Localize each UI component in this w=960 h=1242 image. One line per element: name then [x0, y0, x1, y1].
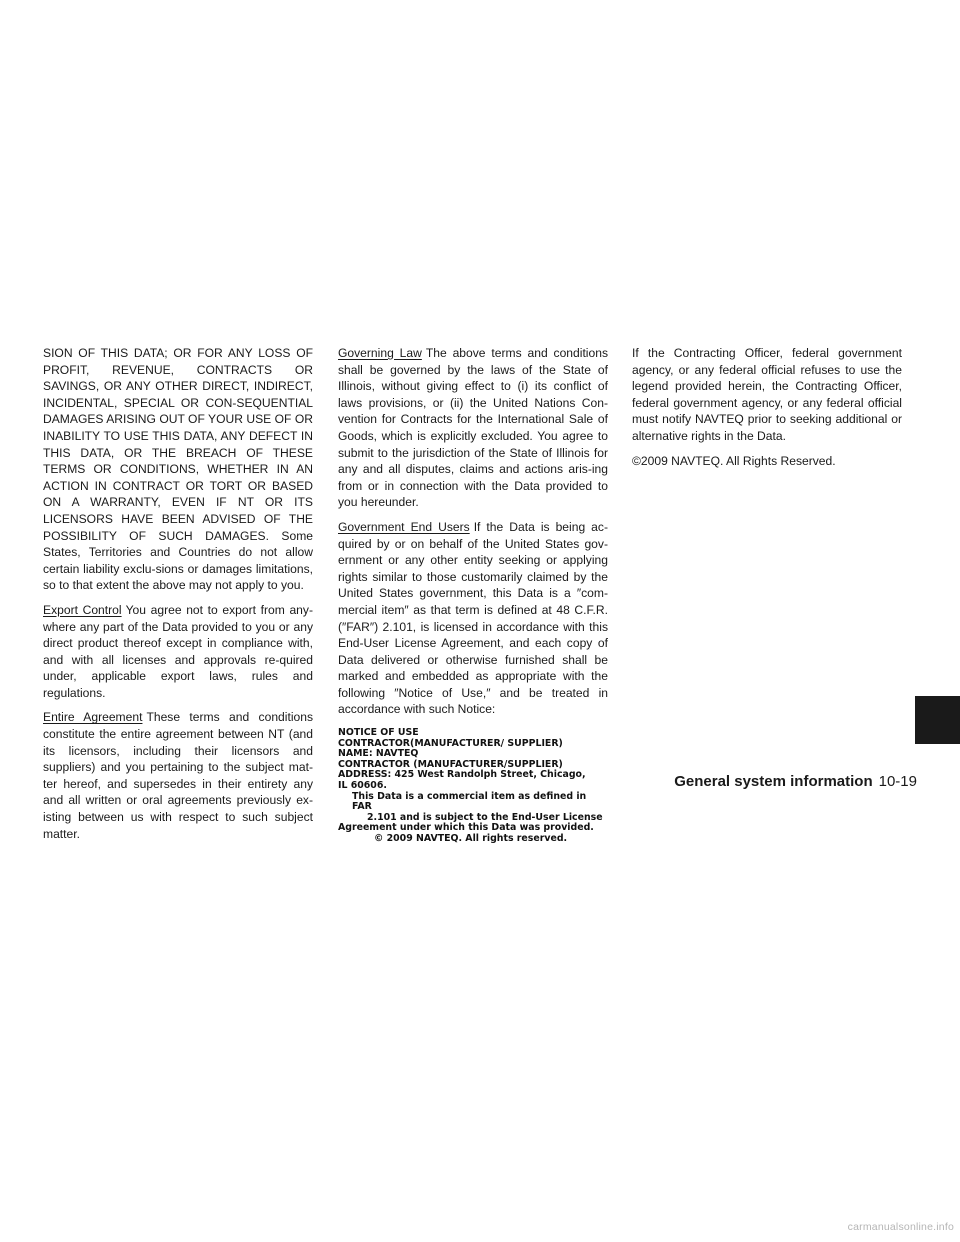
notice-line: NAME: NAVTEQ: [338, 748, 419, 760]
notice-line: CONTRACTOR (MANUFACTURER/SUPPLIER): [338, 758, 563, 770]
watermark: carmanualsonline.info: [847, 1221, 954, 1233]
liability-paragraph: SION OF THIS DATA; OR FOR ANY LOSS OF PROFIT, REVENUE, CONTRACTS OR SAVINGS, OR ANY OTHER DIRECT, INDIRECT, INCIDENTAL, SPECIAL OR CON-SEQUENTIAL DAMAGES ARISING OUT OF YOUR USE OF OR INABILITY TO USE THIS DATA, ANY DEFECT IN THIS DATA, OR THE BREACH OF THESE TERMS OR CONDITIONS, WHETHER IN AN ACTION IN CONTRACT OR TORT OR BASED ON A WARRANTY, EVEN IF NT OR ITS LICENSORS HAVE BEEN ADVISED OF THE POSSIBILITY OF SUCH DAMAGES. Some States, Territories and Countries do not allow certain liability exclu-sions or damages limitations, so to that extent the above may not apply to you.: [43, 346, 313, 593]
entire-agreement-heading: Entire Agreement: [43, 710, 143, 725]
page-footer: [674, 773, 917, 791]
entire-agreement-paragraph: [43, 709, 313, 842]
notice-of-use-block: [338, 728, 608, 845]
government-end-users-text: If the Data is being ac-quired by or on behalf of the United States gov-ernment or any other entity seeking or applying rights similar to those customarily claimed by the United States government, this Data is a ″com-mercial item″ as that term is defined at 48 C.F.R. (″FAR″) 2.101, is licensed in accordance with this End-User License Agreement, and each copy of Data delivered or otherwise furnished shall be marked and embedded as appropriate with the following ″Notice of Use,″ and be treated in accordance with such Notice:: [338, 519, 608, 717]
contracting-officer-paragraph: If the Contracting Officer, federal government agency, or any federal official refuses to use the legend provided herein, the Contracting Officer, federal government agency, or any federal official must notify NAVTEQ prior to seeking additional or alternative rights in the Data.: [632, 346, 902, 443]
entire-agreement-text: These terms and conditions constitute the entire agreement between NT (and its licensors, including their licensors and suppliers) and you pertaining to the subject mat-ter hereof, and supersedes in their entirety any and all written or oral agreements previously ex-isting between us with respect to such subject matter.: [43, 710, 314, 841]
export-control-paragraph: [43, 602, 313, 702]
column-left: [43, 345, 313, 850]
export-control-text: You agree not to export from any-where any part of the Data provided to you or any direct product thereof except in compliance with, and with all licenses and approvals re-quired under, applicable export laws, rules and regulations.: [43, 602, 313, 700]
notice-line: © 2009 NAVTEQ. All rights reserved.: [374, 833, 568, 844]
page-number: 10-19: [878, 773, 917, 790]
government-end-users-paragraph: [338, 519, 608, 718]
copyright-line: ©2009 NAVTEQ. All Rights Reserved.: [632, 453, 836, 468]
notice-line: CONTRACTOR(MANUFACTURER/ SUPPLIER): [338, 737, 563, 749]
column-middle: [338, 345, 608, 845]
export-control-heading: Export Control: [43, 602, 122, 617]
government-end-users-heading: Government End Users: [338, 519, 470, 534]
notice-line: IL 60606.: [338, 780, 387, 792]
notice-line: This Data is a commercial item as defined in FAR: [352, 790, 587, 813]
notice-line: 2.101 and is subject to the End-User License: [367, 811, 603, 823]
governing-law-text: The above terms and conditions shall be governed by the laws of the State of Illinois, without giving effect to (i) its conflict of laws provisions, or (ii) the United Nations Con-vention for Contracts for the International Sale of Goods, which is explicitly excluded. You agree to submit to the jurisdiction of the State of Illinois for any and all disputes, claims and actions aris-ing from or in connection with the Data provided to you hereunder.: [338, 346, 608, 510]
governing-law-heading: Governing Law: [338, 346, 422, 360]
footer-section-title: General system information: [674, 773, 873, 790]
section-tab-marker: [915, 696, 960, 744]
column-right: [632, 345, 902, 477]
notice-line: NOTICE OF USE: [338, 727, 419, 739]
notice-line: Agreement under which this Data was provided.: [338, 822, 594, 834]
governing-law-paragraph: [338, 345, 608, 511]
notice-line: ADDRESS: 425 West Randolph Street, Chicago,: [338, 769, 586, 781]
